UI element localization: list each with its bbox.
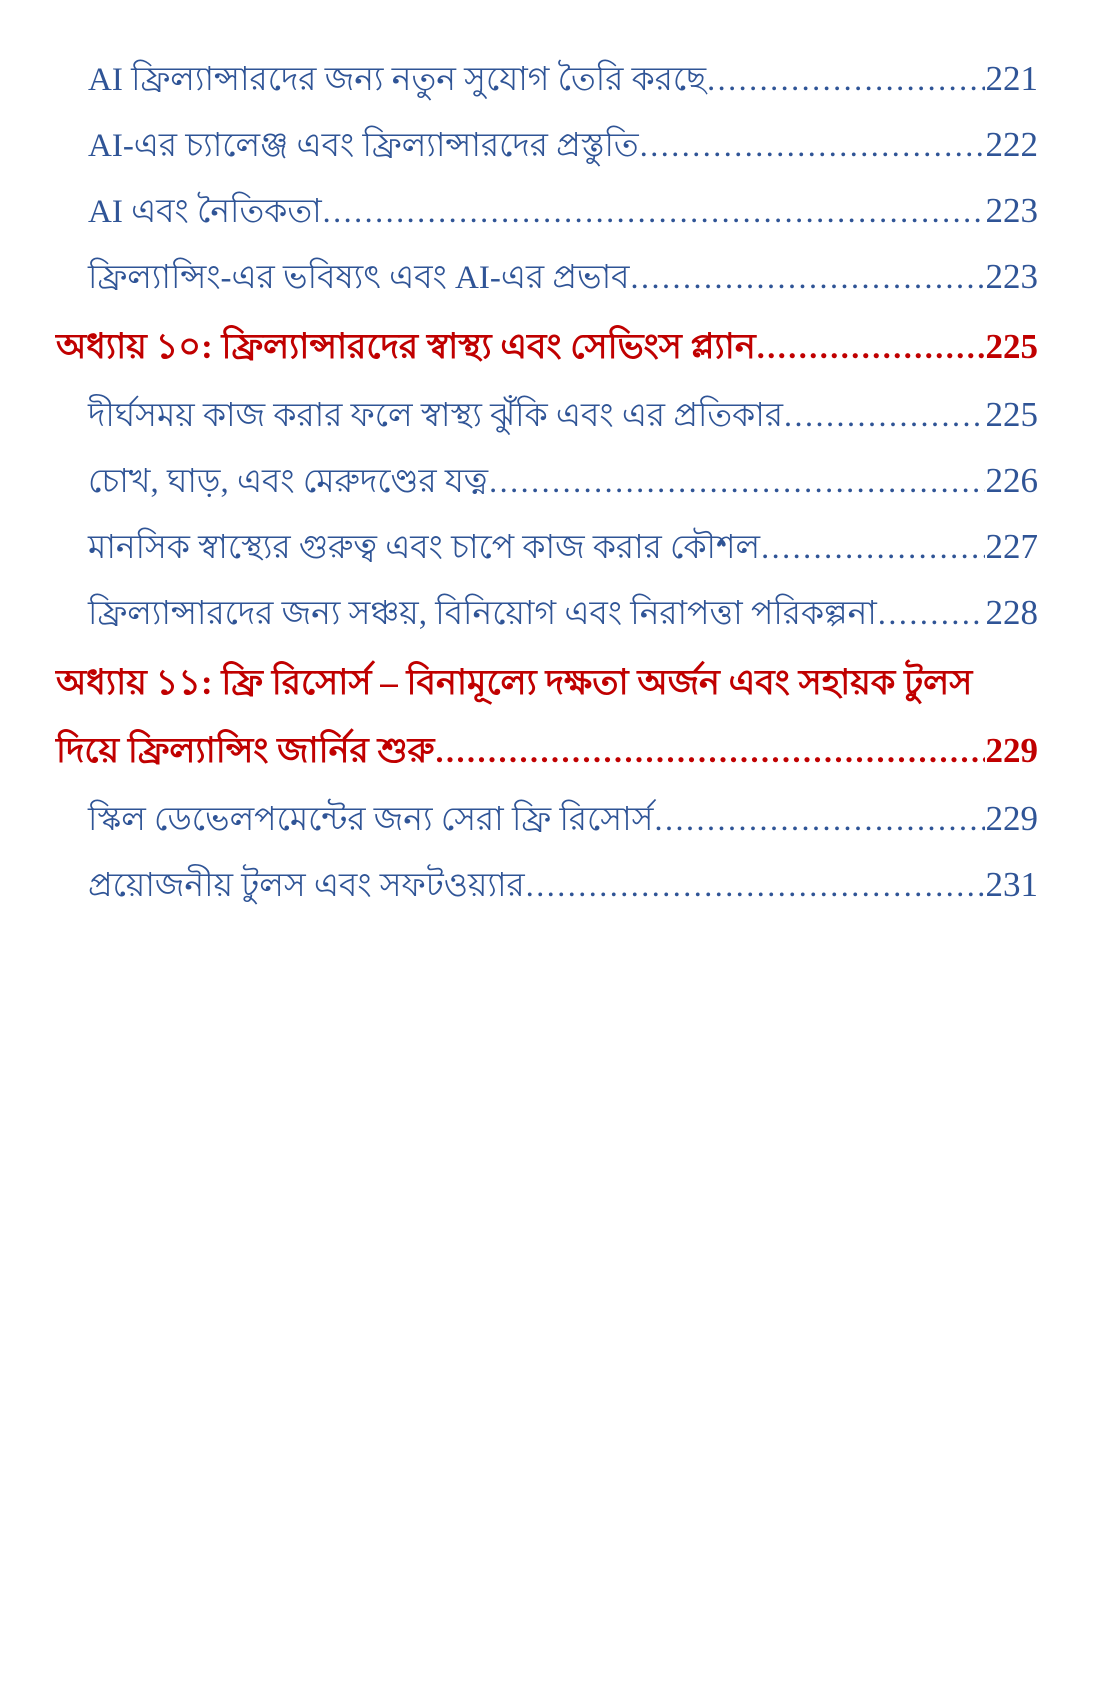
dot-leader <box>640 112 985 179</box>
toc-entry <box>88 382 1038 448</box>
toc-page-number: 227 <box>985 527 1038 566</box>
toc-chapter-entry <box>56 314 1038 380</box>
toc-entry <box>88 178 1038 244</box>
toc-page-number: 223 <box>985 191 1038 230</box>
dot-leader <box>436 718 985 784</box>
toc-page-number: 229 <box>985 731 1038 770</box>
toc-entry <box>88 46 1038 112</box>
toc-page-number: 228 <box>985 593 1038 632</box>
toc-chapter-entry <box>56 650 1038 716</box>
toc-entry-title: দিয়ে ফ্রিল্যান্সিং জার্নির শুরু <box>56 731 435 770</box>
toc-entry-title: AI এবং নৈতিকতা <box>88 194 322 230</box>
toc-entry-title: অধ্যায় ১১: ফ্রি রিসোর্স – বিনামূল্যে দক্ষতা অর্জন এবং সহায়ক টুলস <box>56 663 973 702</box>
dot-leader <box>761 514 984 581</box>
toc-entry-title: চোখ, ঘাড়, এবং মেরুদণ্ডের যত্ন <box>88 464 489 500</box>
toc-page-number: 222 <box>985 125 1038 164</box>
toc-page-number: 225 <box>985 395 1038 434</box>
dot-leader <box>526 852 985 919</box>
toc-entry <box>88 786 1038 852</box>
dot-leader <box>489 448 984 515</box>
toc-entry <box>88 244 1038 310</box>
toc-page-number: 223 <box>985 257 1038 296</box>
dot-leader <box>323 178 985 245</box>
dot-leader <box>707 46 984 113</box>
dot-leader <box>631 244 985 311</box>
toc-entry <box>88 514 1038 580</box>
toc-entry <box>88 448 1038 514</box>
toc-entry-title: AI-এর চ্যালেঞ্জ এবং ফ্রিল্যান্সারদের প্রস্তুতি <box>88 128 639 164</box>
toc-page-number: 231 <box>985 865 1038 904</box>
toc-page-number: 221 <box>985 59 1038 98</box>
toc-entry-title: প্রয়োজনীয় টুলস এবং সফটওয়্যার <box>88 868 525 904</box>
toc-entry <box>88 112 1038 178</box>
toc-page-number: 226 <box>985 461 1038 500</box>
toc-entry-title: AI ফ্রিল্যান্সারদের জন্য নতুন সুযোগ তৈরি করছে <box>88 62 707 98</box>
dot-leader <box>784 382 985 449</box>
toc-entry-title: মানসিক স্বাস্থ্যের গুরুত্ব এবং চাপে কাজ করার কৌশল <box>88 530 761 566</box>
toc-page-number: 225 <box>985 327 1038 366</box>
toc-entry <box>88 580 1038 646</box>
dot-leader <box>757 314 985 380</box>
toc-entry-title: ফ্রিল্যান্সারদের জন্য সঞ্চয়, বিনিয়োগ এবং নিরাপত্তা পরিকল্পনা <box>88 596 877 632</box>
toc-chapter-entry-continuation <box>56 718 1038 784</box>
dot-leader <box>878 580 985 647</box>
dot-leader <box>654 786 984 853</box>
toc-entry-title: দীর্ঘসময় কাজ করার ফলে স্বাস্থ্য ঝুঁকি এবং এর প্রতিকার <box>88 398 783 434</box>
toc-entry-title: ফ্রিল্যান্সিং-এর ভবিষ্যৎ এবং AI-এর প্রভাব <box>88 260 630 296</box>
toc-entry-title: অধ্যায় ১০: ফ্রিল্যান্সারদের স্বাস্থ্য এবং সেভিংস প্ল্যান <box>56 327 756 366</box>
toc-entry <box>88 852 1038 918</box>
toc-entry-title: স্কিল ডেভেলপমেন্টের জন্য সেরা ফ্রি রিসোর্স <box>88 802 654 838</box>
toc-page-number: 229 <box>985 799 1038 838</box>
